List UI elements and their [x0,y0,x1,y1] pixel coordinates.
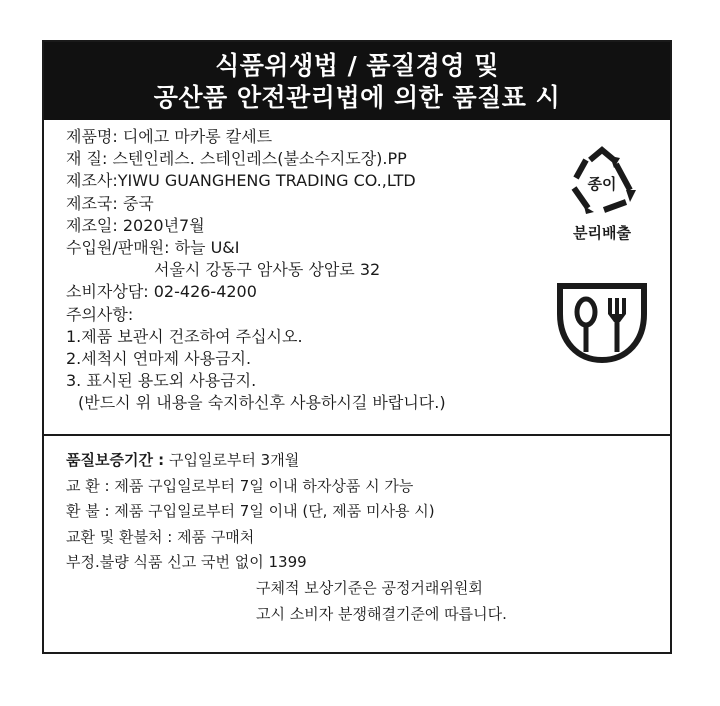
recycle-caption: 분리배출 [573,224,631,242]
refund-policy: 환 불 : 제품 구입일로부터 7일 이내 (단, 제품 미사용 시) [66,502,435,521]
manufacturer: 제조사:YIWU GUANGHENG TRADING CO.,LTD [66,171,416,191]
warranty-period-row [66,448,656,474]
warranty-period: 구입일로부터 3개월 [168,451,300,469]
origin-country: 제조국: 중국 [66,193,154,213]
importer-address: 서울시 강동구 암사동 상암로 32 [154,260,381,280]
header-line-2: 공산품 안전관리법에 의한 품질표 시 [153,83,561,112]
recycle-material: 종이 [587,175,617,193]
caution-item: 3. 표시된 용도외 사용금지. [66,371,257,391]
product-info [66,126,536,415]
warranty-section [66,448,656,627]
product-name: 제품명: 디에고 마카롱 칼세트 [66,127,273,146]
product-label [42,40,672,654]
exchange-policy: 교 환 : 제품 구입일로부터 7일 이내 하자상품 시 가능 [66,476,414,495]
caution-title: 주의사항: [66,304,134,324]
exchange-place: 교환 및 환불처 : 제품 구매처 [66,527,255,546]
header-line-1: 식품위생법 / 품질경영 및 [215,51,499,80]
recycle-mark [564,146,640,243]
compensation-note: 고시 소비자 분쟁해결기준에 따릅니다. [256,604,507,623]
manufacture-date: 제조일: 2020년7월 [66,215,205,235]
report-hotline: 부정.불량 식품 신고 국번 없이 1399 [66,553,307,572]
caution-item: 2.세척시 연마제 사용금지. [66,349,252,369]
section-divider [44,434,670,436]
importer: 수입원/판매원: 하늘 U&I [66,238,240,258]
compensation-note: 구체적 보상기준은 공정거래위원회 [256,578,483,597]
label-header [44,42,670,120]
recycle-paper-icon [564,146,640,216]
caution-note: (반드시 위 내용을 숙지하신후 사용하시길 바랍니다.) [78,393,446,413]
warranty-title: 품질보증기간 : [66,451,165,469]
consumer-contact: 소비자상담: 02-426-4200 [66,282,257,302]
material: 재 질: 스텐인레스. 스테인레스(불소수지도장).PP [66,149,407,169]
caution-item: 1.제품 보관시 건조하여 주십시오. [66,326,303,346]
food-contact-icon [554,280,650,364]
